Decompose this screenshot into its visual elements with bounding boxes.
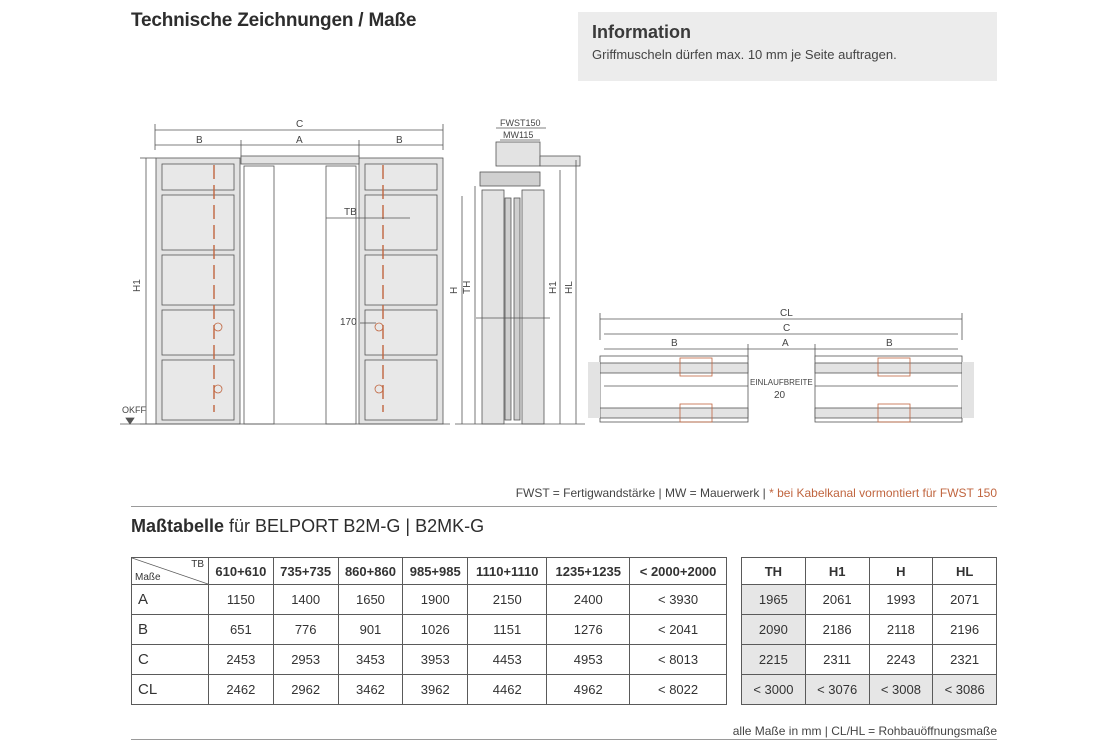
- table-cell: 2118: [869, 615, 933, 645]
- table-cell: 2453: [209, 645, 274, 675]
- table-cell: < 3076: [805, 675, 869, 705]
- einlauf-label: EINLAUFBREITE: [750, 378, 813, 387]
- table-cell: < 2041: [630, 615, 727, 645]
- col-header: 1110+1110: [468, 558, 547, 585]
- table-cell: 1026: [403, 615, 468, 645]
- table-cell: 1965: [742, 585, 806, 615]
- table-header-row: [742, 558, 997, 585]
- row-label: C: [132, 645, 209, 675]
- height-table: [741, 557, 997, 705]
- okff-label: OKFF: [122, 405, 146, 415]
- dim-cl-label: CL: [780, 308, 793, 319]
- dim-a-label: A: [296, 135, 303, 146]
- table-cell: 3462: [338, 675, 403, 705]
- plan-view: [588, 313, 974, 422]
- table-cell: 2090: [742, 615, 806, 645]
- dimension-table: [131, 557, 727, 705]
- table-row: [132, 675, 727, 705]
- dim-c-label: C: [296, 119, 304, 130]
- table-cell: 1150: [209, 585, 274, 615]
- footnote: alle Maße in mm | CL/HL = Rohbauöffnungsmaße: [732, 724, 997, 738]
- table-cell: 901: [338, 615, 403, 645]
- col-header: H1: [805, 558, 869, 585]
- table-cell: 2215: [742, 645, 806, 675]
- col-header: HL: [933, 558, 997, 585]
- table-corner: [132, 558, 209, 585]
- col-header: TH: [742, 558, 806, 585]
- legend-highlight: * bei Kabelkanal vormontiert für FWST 150: [769, 486, 997, 500]
- front-view: [120, 124, 450, 424]
- dim-c-plan-label: C: [783, 323, 791, 334]
- dim-b-right-label: B: [396, 135, 403, 146]
- mw-label: MW115: [503, 130, 534, 140]
- table-cell: 4453: [468, 645, 547, 675]
- dim-h1-front-label: H1: [132, 279, 143, 292]
- section-view: [455, 128, 585, 424]
- table-cell: 4953: [547, 645, 630, 675]
- row-label: CL: [132, 675, 209, 705]
- table-cell: 3453: [338, 645, 403, 675]
- table-cell: 2311: [805, 645, 869, 675]
- table-row: [742, 615, 997, 645]
- table-cell: 4462: [468, 675, 547, 705]
- page-title: Technische Zeichnungen / Maße: [131, 10, 417, 31]
- dim-tb-label: TB: [344, 207, 357, 218]
- table-cell: 2462: [209, 675, 274, 705]
- table-title-rest: für BELPORT B2M-G | B2MK-G: [224, 516, 485, 536]
- col-header: 1235+1235: [547, 558, 630, 585]
- table-cell: 2061: [805, 585, 869, 615]
- table-row: [132, 585, 727, 615]
- table-title-bold: Maßtabelle: [131, 516, 225, 536]
- table-cell: 3953: [403, 645, 468, 675]
- dim-a-plan-label: A: [782, 338, 789, 349]
- table-cell: < 3000: [742, 675, 806, 705]
- corner-masse: Maße: [135, 572, 161, 583]
- table-cell: < 3930: [630, 585, 727, 615]
- table-cell: 2071: [933, 585, 997, 615]
- corner-tb: TB: [191, 559, 204, 570]
- table-cell: 3962: [403, 675, 468, 705]
- info-text: Griffmuscheln dürfen max. 10 mm je Seite auftragen.: [592, 47, 897, 62]
- dim-h-label: H: [449, 286, 460, 294]
- table-cell: < 3086: [933, 675, 997, 705]
- table-cell: 2243: [869, 645, 933, 675]
- table-cell: 2150: [468, 585, 547, 615]
- table-cell: 2962: [273, 675, 338, 705]
- table-cell: 2196: [933, 615, 997, 645]
- table-cell: < 8022: [630, 675, 727, 705]
- table-cell: 1993: [869, 585, 933, 615]
- table-cell: 1151: [468, 615, 547, 645]
- table-cell: < 3008: [869, 675, 933, 705]
- table-title: [131, 516, 484, 537]
- table-cell: 2321: [933, 645, 997, 675]
- table-row: [132, 645, 727, 675]
- legend: [131, 486, 997, 500]
- dim-b-left-label: B: [196, 135, 203, 146]
- row-label: B: [132, 615, 209, 645]
- table-row: [132, 615, 727, 645]
- dim-h1-section-label: H1: [548, 281, 559, 294]
- dim-170-label: 170: [340, 317, 357, 328]
- table-cell: 2953: [273, 645, 338, 675]
- table-row: [742, 645, 997, 675]
- table-cell: 1650: [338, 585, 403, 615]
- table-cell: 2186: [805, 615, 869, 645]
- legend-text: FWST = Fertigwandstärke | MW = Mauerwerk |: [515, 486, 770, 500]
- info-title: Information: [592, 22, 691, 42]
- divider-bottom: [131, 739, 997, 740]
- dim-b-plan-left-label: B: [671, 338, 678, 349]
- col-header: 610+610: [209, 558, 274, 585]
- dim-th-label: TH: [462, 280, 473, 294]
- table-cell: < 8013: [630, 645, 727, 675]
- fwst-label: FWST150: [500, 118, 541, 128]
- col-header: 860+860: [338, 558, 403, 585]
- dim-hl-label: HL: [564, 281, 575, 294]
- table-cell: 1276: [547, 615, 630, 645]
- dim-b-plan-right-label: B: [886, 338, 893, 349]
- table-row: [742, 675, 997, 705]
- col-header: 735+735: [273, 558, 338, 585]
- col-header: < 2000+2000: [630, 558, 727, 585]
- table-cell: 4962: [547, 675, 630, 705]
- table-cell: 651: [209, 615, 274, 645]
- table-cell: 1900: [403, 585, 468, 615]
- einlauf-value: 20: [774, 390, 786, 401]
- row-label: A: [132, 585, 209, 615]
- col-header: 985+985: [403, 558, 468, 585]
- table-cell: 1400: [273, 585, 338, 615]
- table-header-row: [132, 558, 727, 585]
- table-cell: 2400: [547, 585, 630, 615]
- divider-top: [131, 506, 997, 507]
- table-row: [742, 585, 997, 615]
- col-header: H: [869, 558, 933, 585]
- table-cell: 776: [273, 615, 338, 645]
